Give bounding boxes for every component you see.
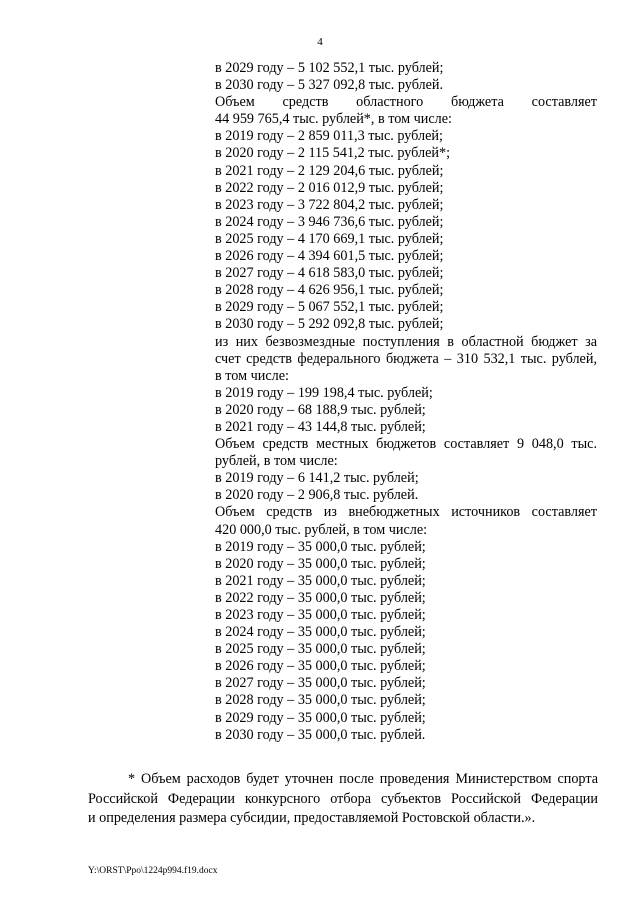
- text-line: в 2022 году – 2 016 012,9 тыс. рублей;: [215, 179, 444, 196]
- text-line: в 2027 году – 35 000,0 тыс. рублей;: [215, 675, 426, 692]
- text-line: в 2023 году – 35 000,0 тыс. рублей;: [215, 607, 426, 623]
- text-line: в 2030 году – 5 292 092,8 тыс. рублей;: [215, 316, 444, 333]
- file-path-footer: Y:\ORST\Ppo\1224p994.f19.docx: [88, 866, 218, 876]
- text-line: в 2023 году – 3 722 804,2 тыс. рублей;: [215, 196, 444, 213]
- text-line: в 2020 году – 68 188,9 тыс. рублей;: [215, 401, 426, 418]
- text-line: в 2020 году – 35 000,0 тыс. рублей;: [215, 555, 426, 572]
- text-line: в 2028 году – 4 626 956,1 тыс. рублей;: [215, 282, 444, 299]
- text-line: в 2024 году – 3 946 736,6 тыс. рублей;: [215, 213, 444, 230]
- text-line: в 2028 году – 35 000,0 тыс. рублей;: [215, 692, 426, 709]
- text-line: в 2029 году – 5 102 552,1 тыс. рублей;: [215, 60, 444, 76]
- text-line: в 2026 году – 35 000,0 тыс. рублей;: [215, 658, 426, 675]
- text-line: в 2030 году – 5 327 092,8 тыс. рублей.: [215, 77, 444, 94]
- footnote-line: и определения размера субсидии, предоставляемой Ростовской области.».: [88, 810, 536, 826]
- text-line: в 2021 году – 2 129 204,6 тыс. рублей;: [215, 162, 444, 179]
- text-line: в 2020 году – 2 906,8 тыс. рублей.: [215, 487, 419, 504]
- text-line: счет средств федерального бюджета – 310 532,1 тыс. рублей,: [215, 350, 597, 367]
- text-line: в 2029 году – 5 067 552,1 тыс. рублей;: [215, 299, 444, 316]
- text-line: в 2021 году – 35 000,0 тыс. рублей;: [215, 572, 426, 589]
- text-line: рублей, в том числе:: [215, 453, 338, 470]
- text-line: в 2022 году – 35 000,0 тыс. рублей;: [215, 589, 426, 606]
- text-line: Объем средств из внебюджетных источников составляет: [215, 504, 597, 521]
- text-line: Объем средств областного бюджета составляет: [215, 94, 597, 111]
- text-line: в 2019 году – 2 859 011,3 тыс. рублей;: [215, 128, 443, 145]
- text-line: в 2025 году – 4 170 669,1 тыс. рублей;: [215, 230, 444, 247]
- text-line: в 2019 году – 199 198,4 тыс. рублей;: [215, 384, 433, 401]
- text-line: из них безвозмездные поступления в областной бюджет за: [215, 333, 597, 350]
- text-line: в 2029 году – 35 000,0 тыс. рублей;: [215, 709, 426, 726]
- text-line: в 2021 году – 43 144,8 тыс. рублей;: [215, 418, 426, 435]
- footnote: [88, 770, 598, 826]
- text-line: в 2019 году – 35 000,0 тыс. рублей;: [215, 538, 426, 555]
- text-line: в том числе:: [215, 367, 289, 384]
- text-line: в 2030 году – 35 000,0 тыс. рублей.: [215, 726, 426, 743]
- text-line: Объем средств местных бюджетов составляет 9 048,0 тыс.: [215, 436, 597, 453]
- text-line: в 2025 году – 35 000,0 тыс. рублей;: [215, 641, 426, 658]
- footnote-line: Российской Федерации конкурсного отбора субъектов Российской Федерации: [88, 790, 598, 807]
- text-line: 44 959 765,4 тыс. рублей*, в том числе:: [215, 111, 452, 128]
- text-line: в 2026 году – 4 394 601,5 тыс. рублей;: [215, 248, 444, 265]
- text-line: в 2024 году – 35 000,0 тыс. рублей;: [215, 624, 426, 641]
- page-number: 4: [317, 36, 323, 48]
- budget-text-block: [215, 60, 597, 744]
- text-line: в 2019 году – 6 141,2 тыс. рублей;: [215, 470, 419, 487]
- footnote-line: * Объем расходов будет уточнен после проведения Министерством спорта: [128, 771, 598, 787]
- text-line: в 2027 году – 4 618 583,0 тыс. рублей;: [215, 265, 444, 282]
- text-line: 420 000,0 тыс. рублей, в том числе:: [215, 521, 428, 538]
- text-line: в 2020 году – 2 115 541,2 тыс. рублей*;: [215, 145, 451, 162]
